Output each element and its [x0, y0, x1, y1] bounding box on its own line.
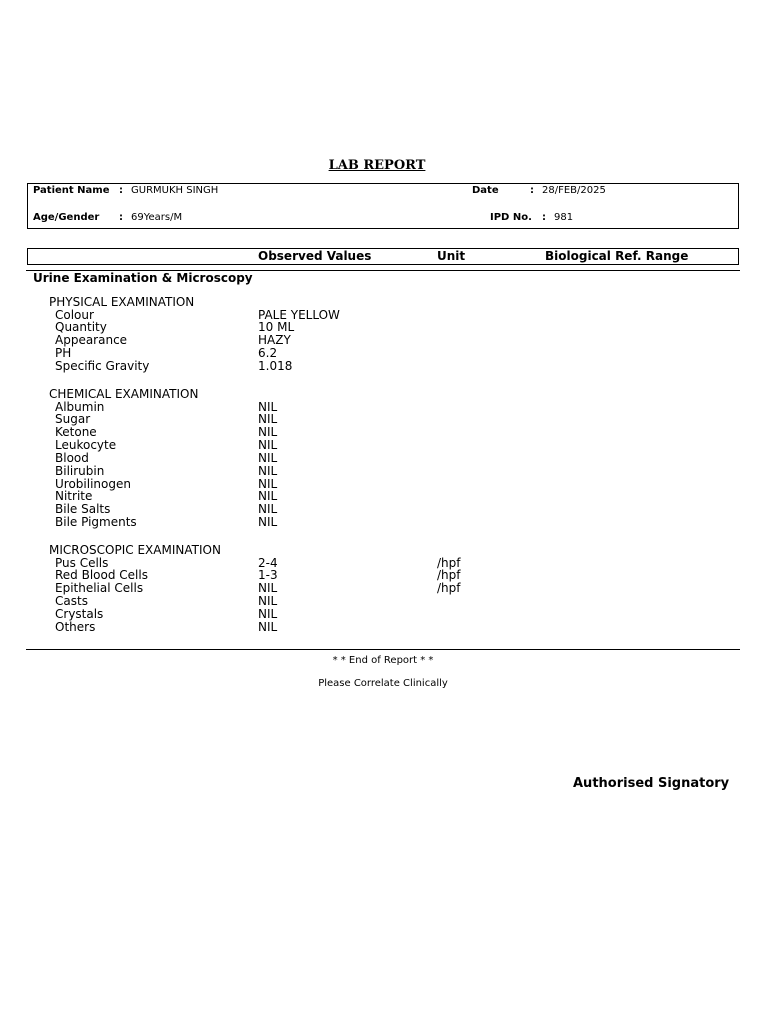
age-gender-value: 69Years/M: [131, 212, 183, 223]
observed-value: 10 ML: [258, 320, 295, 335]
header-observed-values: Observed Values: [258, 249, 372, 263]
unit-value: /hpf: [437, 555, 461, 570]
section-title: PHYSICAL EXAMINATION: [49, 295, 195, 309]
age-gender-label: Age/Gender: [33, 212, 100, 223]
ipd-value: 981: [554, 212, 574, 223]
observed-value: HAZY: [258, 333, 291, 348]
test-name: PH: [55, 346, 72, 361]
observed-value: NIL: [258, 425, 278, 440]
test-name: Appearance: [55, 333, 128, 348]
observed-value: NIL: [258, 463, 278, 478]
report-title: LAB REPORT: [328, 158, 426, 173]
observed-value: 2-4: [258, 555, 278, 570]
test-name: Casts: [55, 594, 88, 608]
date-value: 28/FEB/2025: [542, 185, 606, 196]
test-name: Others: [55, 619, 96, 634]
section-title: MICROSCOPIC EXAMINATION: [49, 543, 221, 557]
test-name: Albumin: [55, 399, 105, 414]
observed-value: NIL: [258, 489, 278, 504]
test-name: Sugar: [55, 412, 91, 427]
patient-name-label: Patient Name: [33, 185, 110, 196]
observed-value: NIL: [258, 502, 278, 517]
test-name: Epithelial Cells: [55, 581, 144, 596]
date-label: Date: [472, 185, 499, 196]
observed-value: 1.018: [258, 358, 293, 373]
test-name: Specific Gravity: [55, 358, 150, 373]
header-unit: Unit: [437, 249, 466, 263]
observed-value: PALE YELLOW: [258, 307, 340, 322]
end-of-report: * * End of Report * *: [332, 655, 434, 666]
patient-name-colon: :: [119, 185, 123, 196]
observed-value: NIL: [258, 606, 278, 621]
patient-name-value: GURMUKH SINGH: [131, 185, 219, 196]
observed-value: NIL: [258, 412, 278, 427]
observed-value: NIL: [258, 619, 278, 634]
observed-value: NIL: [258, 450, 278, 465]
test-name: Colour: [55, 307, 94, 322]
test-name: Nitrite: [55, 489, 93, 504]
test-name: Bile Salts: [55, 502, 111, 517]
test-name: Blood: [55, 450, 89, 465]
header-ref-range: Biological Ref. Range: [545, 249, 689, 263]
unit-value: /hpf: [437, 581, 461, 596]
test-name: Ketone: [55, 425, 97, 440]
test-title: Urine Examination & Microscopy: [33, 271, 253, 285]
test-name: Bile Pigments: [55, 515, 137, 530]
observed-value: 6.2: [258, 346, 278, 361]
date-colon: :: [530, 185, 534, 196]
observed-value: NIL: [258, 515, 278, 530]
observed-value: NIL: [258, 594, 278, 608]
observed-value: NIL: [258, 476, 278, 491]
observed-value: 1-3: [258, 568, 278, 583]
test-name: Quantity: [55, 320, 107, 335]
section-title: CHEMICAL EXAMINATION: [49, 387, 199, 401]
test-name: Red Blood Cells: [55, 568, 148, 583]
correlate-note: Please Correlate Clinically: [318, 678, 448, 689]
end-divider: [26, 649, 740, 650]
test-name: Pus Cells: [55, 555, 109, 570]
ipd-colon: :: [542, 212, 546, 223]
test-name: Urobilinogen: [55, 476, 131, 491]
observed-value: NIL: [258, 399, 278, 414]
observed-value: NIL: [258, 581, 278, 596]
test-name: Crystals: [55, 606, 104, 621]
observed-value: NIL: [258, 438, 278, 453]
ipd-label: IPD No.: [490, 212, 532, 223]
authorised-signatory: Authorised Signatory: [573, 776, 730, 791]
unit-value: /hpf: [437, 568, 461, 583]
test-name: Bilirubin: [55, 463, 105, 478]
test-name: Leukocyte: [55, 438, 117, 453]
age-gender-colon: :: [119, 212, 123, 223]
